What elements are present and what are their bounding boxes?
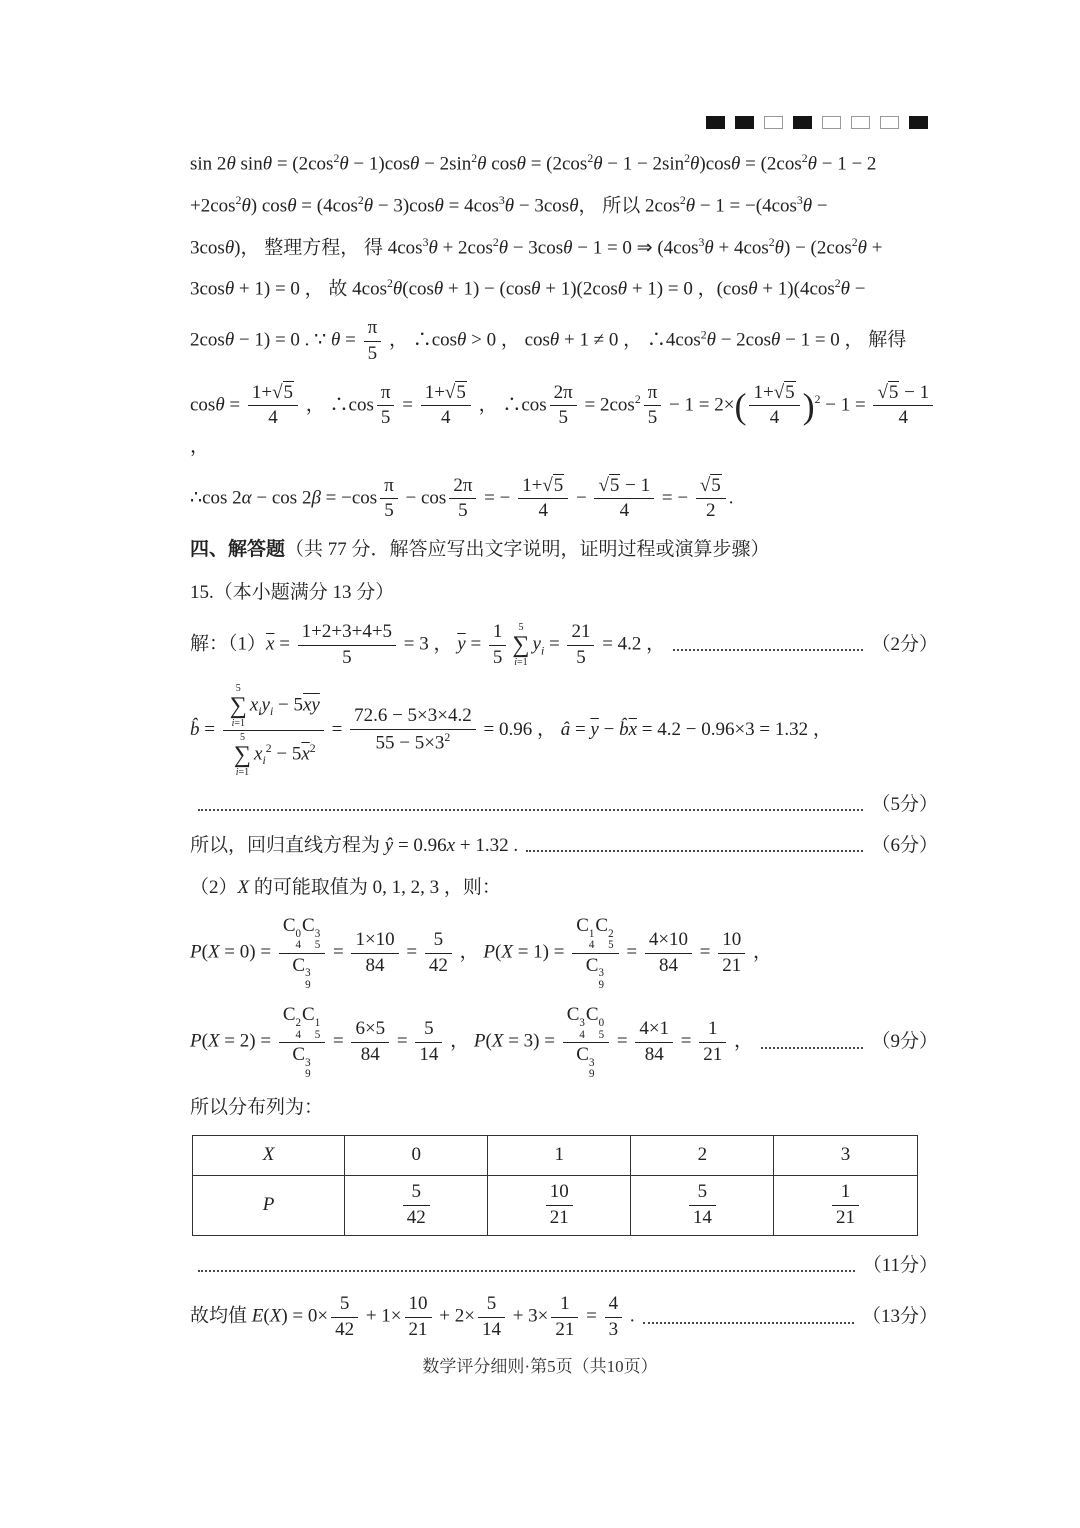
solution-line-means	[190, 621, 938, 670]
distribution-label: 所以分布列为：	[190, 1096, 324, 1118]
part2-intro: （2）X 的可能取值为 0, 1, 2, 3 ，则：	[190, 876, 501, 898]
table-row-x	[193, 1136, 918, 1176]
solution-line-mean	[190, 1293, 938, 1342]
math-line-trig-2: $+2\cos^2\theta$) $\cos\theta = (4\cos^2\theta - 3)\cos\theta = 4\cos^3\theta - 3\cos\theta$， 所以 $2\cos^2\theta - 1 = -(4\cos^3\theta$ −	[190, 193, 828, 217]
math-expression: 所以，回归直线方程为 ŷ = 0.96x + 1.32 .	[190, 835, 519, 857]
dotted-leader	[198, 1270, 855, 1272]
math-expression: 解：$(1)\overline{x}$ = $\frac{1+2+3+4+5}{5}$ = 3 ， $\overline{y}$ = $\frac{1}{5}$ 5 ∑ i=1 $y_i$ = $\frac{21}{5}$ = 4.2 ，	[190, 621, 666, 669]
dotted-leader	[761, 1047, 863, 1049]
probability-line-1: P(X = 0) = C 0 4 C 3 5 C 3 9 = $\frac{1\times 10}{84}$ = $\frac{5}{42}$ ， P(X = 1) = C 1 4 C 2 5 C 3 9 = $\frac{4\times 10}{84}$ = $\frac{10}{21}$ ，	[190, 915, 773, 991]
page-mark	[793, 116, 812, 129]
problem-15-title: 15.（本小题满分 13 分）	[190, 581, 395, 603]
table-cell: $\frac{5}{14}$	[631, 1176, 774, 1236]
probability-line-2	[190, 1004, 938, 1080]
table-cell: X	[193, 1136, 345, 1176]
page-mark	[706, 116, 725, 129]
score-label-2: （2分）	[871, 634, 938, 656]
score-line-5	[190, 791, 938, 820]
dotted-leader	[526, 850, 863, 852]
math-expression: P(X = 2) = C 2 4 C 1 5 C 3 9 = $\frac{6\times 5}{84}$ = $\frac{5}{14}$ ， P(X = 3) = C 3 4 C 0 5 C 3 9 = $\frac{4\times 1}{84}$ = $\frac{1}{21}$ ，	[190, 1004, 754, 1081]
page-mark	[735, 116, 754, 129]
math-line-trig-4: 3cosθ + 1) = 0 ， 故 $4\cos^2\theta(\cos\theta + 1) - (\cos\theta + 1)(2\cos\theta + 1) = 0$ ，$(\cos\theta + 1)(4\cos^2\theta$ −	[190, 277, 866, 300]
table-cell: $\frac{1}{21}$	[774, 1176, 917, 1236]
page-mark	[851, 116, 870, 129]
table-cell: $\frac{5}{42}$	[345, 1176, 488, 1236]
score-label-6: （6分）	[871, 835, 938, 857]
dotted-leader	[643, 1322, 854, 1324]
math-expression: 故均值 E(X) = 0× $\frac{5}{42}$ + 1× $\frac{10}{21}$ + 2× $\frac{5}{14}$ + 3× $\frac{1}{21}$ = $\frac{4}{3}$ .	[190, 1293, 635, 1341]
dotted-leader	[673, 649, 863, 651]
distribution-table	[192, 1135, 918, 1236]
section-header: 四、解答题（共 77 分．解答应写出文字说明，证明过程或演算步骤）	[190, 539, 770, 561]
solution-line-bhat: b̂ = 5 ∑ i=1 $x_iy_i - 5\overline{x}\overline{y}$ 5 ∑ i=1 $x_i^2 - 5\overline{x}^2$ = $\frac{72.6 - 5\times 3\times 4.2}{55 - 5\times 3^2}$ = 0.96 ， â = $\overline{y}$ − $b̂\overline{x} = 4.2 - 0.96\times 3 = 1.32$ ，	[190, 682, 832, 778]
math-line-trig-7: ∴cos 2α − cos 2β = −cos $\frac{\pi}{5}$ − cos $\frac{2\pi}{5}$ = − $\frac{1+√5}{4}$ − $\frac{√5 - 1}{4}$ = − $\frac{√5}{2}$ .	[190, 474, 734, 522]
score-line-11	[190, 1252, 938, 1281]
score-label-11: （11分）	[862, 1254, 938, 1276]
score-label-5: （5分）	[871, 793, 938, 815]
dotted-leader	[198, 809, 863, 811]
page-footer: 数学评分细则·第5页（共10页）	[422, 1357, 658, 1376]
table-cell: 0	[345, 1136, 488, 1176]
math-line-trig-3: 3cosθ)， 整理方程， 得 $4\cos^3\theta + 2\cos^2\theta - 3\cos\theta - 1 = 0$ ⇒ $(4\cos^3\theta + 4\cos^2\theta) - (2\cos^2\theta$ +	[190, 235, 883, 258]
page-mark	[822, 116, 841, 129]
table-cell: $\frac{10}{21}$	[488, 1176, 631, 1236]
score-label-9: （9分）	[871, 1031, 938, 1053]
table-row-p	[193, 1176, 918, 1236]
page-mark	[880, 116, 899, 129]
table-cell: 3	[774, 1136, 917, 1176]
page-mark	[909, 116, 928, 129]
document-content	[190, 150, 938, 1355]
solution-line-regression	[190, 832, 938, 861]
table-cell: 1	[488, 1136, 631, 1176]
progress-marks	[706, 116, 928, 129]
math-line-trig-5: 2cosθ − 1) = 0 . ∵ θ = $\frac{\pi}{5}$ ， ∴cosθ > 0 ， cosθ + 1 ≠ 0 ， $\therefore 4\cos^2\theta - 2\cos\theta - 1 = 0$ ， 解得	[190, 317, 907, 365]
table-cell: 2	[631, 1136, 774, 1176]
page-mark	[764, 116, 783, 129]
score-label-13: （13分）	[861, 1306, 938, 1328]
table-cell: P	[193, 1176, 345, 1236]
math-line-trig-1: sin 2θ $\sin\theta = (2\cos^2\theta - 1)\cos\theta - 2\sin^2\theta$ $\cos\theta = (2\cos^2\theta - 1 - 2\sin^2\theta)\cos\theta = (2\cos^2\theta - 1 - 2$	[190, 152, 877, 175]
math-line-trig-6: cosθ = $\frac{1+√5}{4}$ ， ∴cos $\frac{\pi}{5}$ = $\frac{1+√5}{4}$ ， ∴cos $\frac{2\pi}{5}$ = $2\cos^2$ $\frac{\pi}{5}$ − 1 = 2×( $\frac{1+√5}{4}$ )$^2$ − 1 = $\frac{√5 - 1}{4}$ ，	[190, 379, 938, 462]
